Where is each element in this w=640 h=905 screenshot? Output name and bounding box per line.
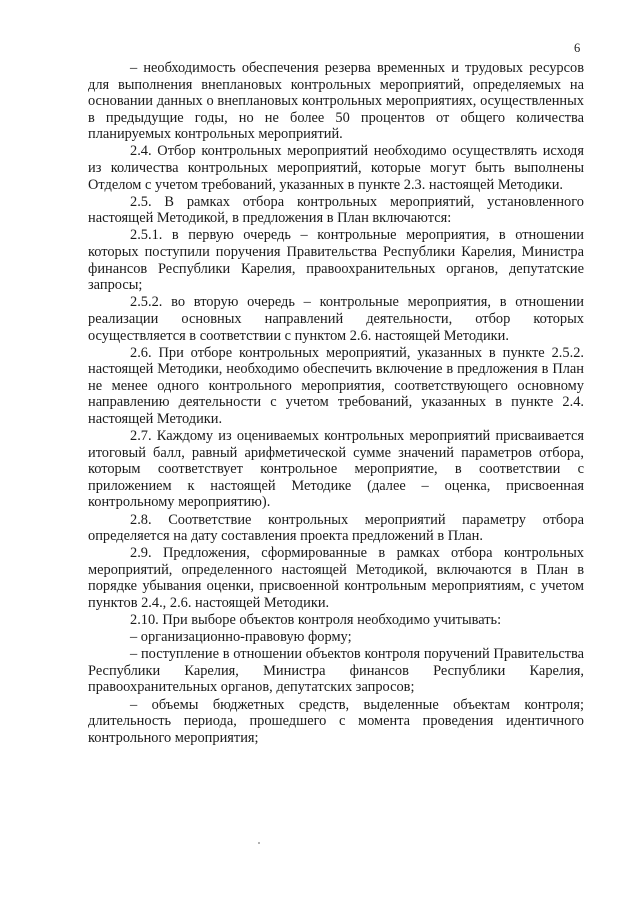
- paragraph-2-5-1: 2.5.1. в первую очередь – контрольные мероприятия, в отношении которых поступили поручения Правительства Республики Карелия, Министра финансов Республики Карелия, правоохранительных органов, депутатские запросы;: [88, 227, 584, 294]
- list-item-budget-volume: – объемы бюджетных средств, выделенные объектам контроля; длительность периода, прошедшего с момента проведения идентичного контрольного мероприятия;: [88, 696, 584, 746]
- paragraph-2-4: 2.4. Отбор контрольных мероприятий необходимо осуществлять исходя из количества контрольных мероприятий, которые могут быть выполнены Отделом с учетом требований, указанных в пункте 2.3. настоящей Методики.: [88, 143, 584, 193]
- paragraph-2-5-2: 2.5.2. во вторую очередь – контрольные мероприятия, в отношении реализации основных направлений деятельности, отбор которых осуществляется в соответствии с пунктом 2.6. настоящей Методики.: [88, 294, 584, 344]
- paragraph-2-9: 2.9. Предложения, сформированные в рамках отбора контрольных мероприятий, определенного настоящей Методикой, включаются в План в порядке убывания оценки, присвоенной контрольным мероприятиям, с учетом пунктов 2.4., 2.6. настоящей Методики.: [88, 545, 584, 611]
- body-text: [88, 60, 584, 747]
- paragraph-reserve: – необходимость обеспечения резерва временных и трудовых ресурсов для выполнения внеплановых контрольных мероприятий, определяемых на основании данных о внеплановых контрольных мероприятиях, осуществленных в предыдущие годы, но не более 50 процентов от общего количества планируемых контрольных мероприятий.: [88, 60, 584, 143]
- scan-speck: [258, 842, 260, 844]
- list-item-instructions: – поступление в отношении объектов контроля поручений Правительства Республики Карелия, Министра финансов Республики Карелия, правоохранительных органов, депутатских запросов;: [88, 646, 584, 696]
- paragraph-2-6: 2.6. При отборе контрольных мероприятий, указанных в пункте 2.5.2. настоящей Методики, необходимо обеспечить включение в предложения в План не менее одного контрольного мероприятия, соответствующего основному направлению деятельности с учетом требований, указанных в пункте 2.4. настоящей Методики.: [88, 344, 584, 427]
- paragraph-2-5: 2.5. В рамках отбора контрольных мероприятий, установленного настоящей Методикой, в предложения в План включаются:: [88, 193, 584, 227]
- paragraph-2-8: 2.8. Соответствие контрольных мероприятий параметру отбора определяется на дату составления проекта предложений в План.: [88, 511, 584, 545]
- paragraph-2-7: 2.7. Каждому из оцениваемых контрольных мероприятий присваивается итоговый балл, равный арифметической сумме значений параметров отбора, которым соответствует контрольное мероприятие, в соответствии с приложением к настоящей Методике (далее – оценка, присвоенная контрольному мероприятию).: [88, 428, 584, 511]
- list-item-legal-form: – организационно-правовую форму;: [130, 629, 352, 646]
- page-number: 6: [574, 41, 581, 55]
- paragraph-2-10: 2.10. При выборе объектов контроля необходимо учитывать:: [130, 612, 502, 629]
